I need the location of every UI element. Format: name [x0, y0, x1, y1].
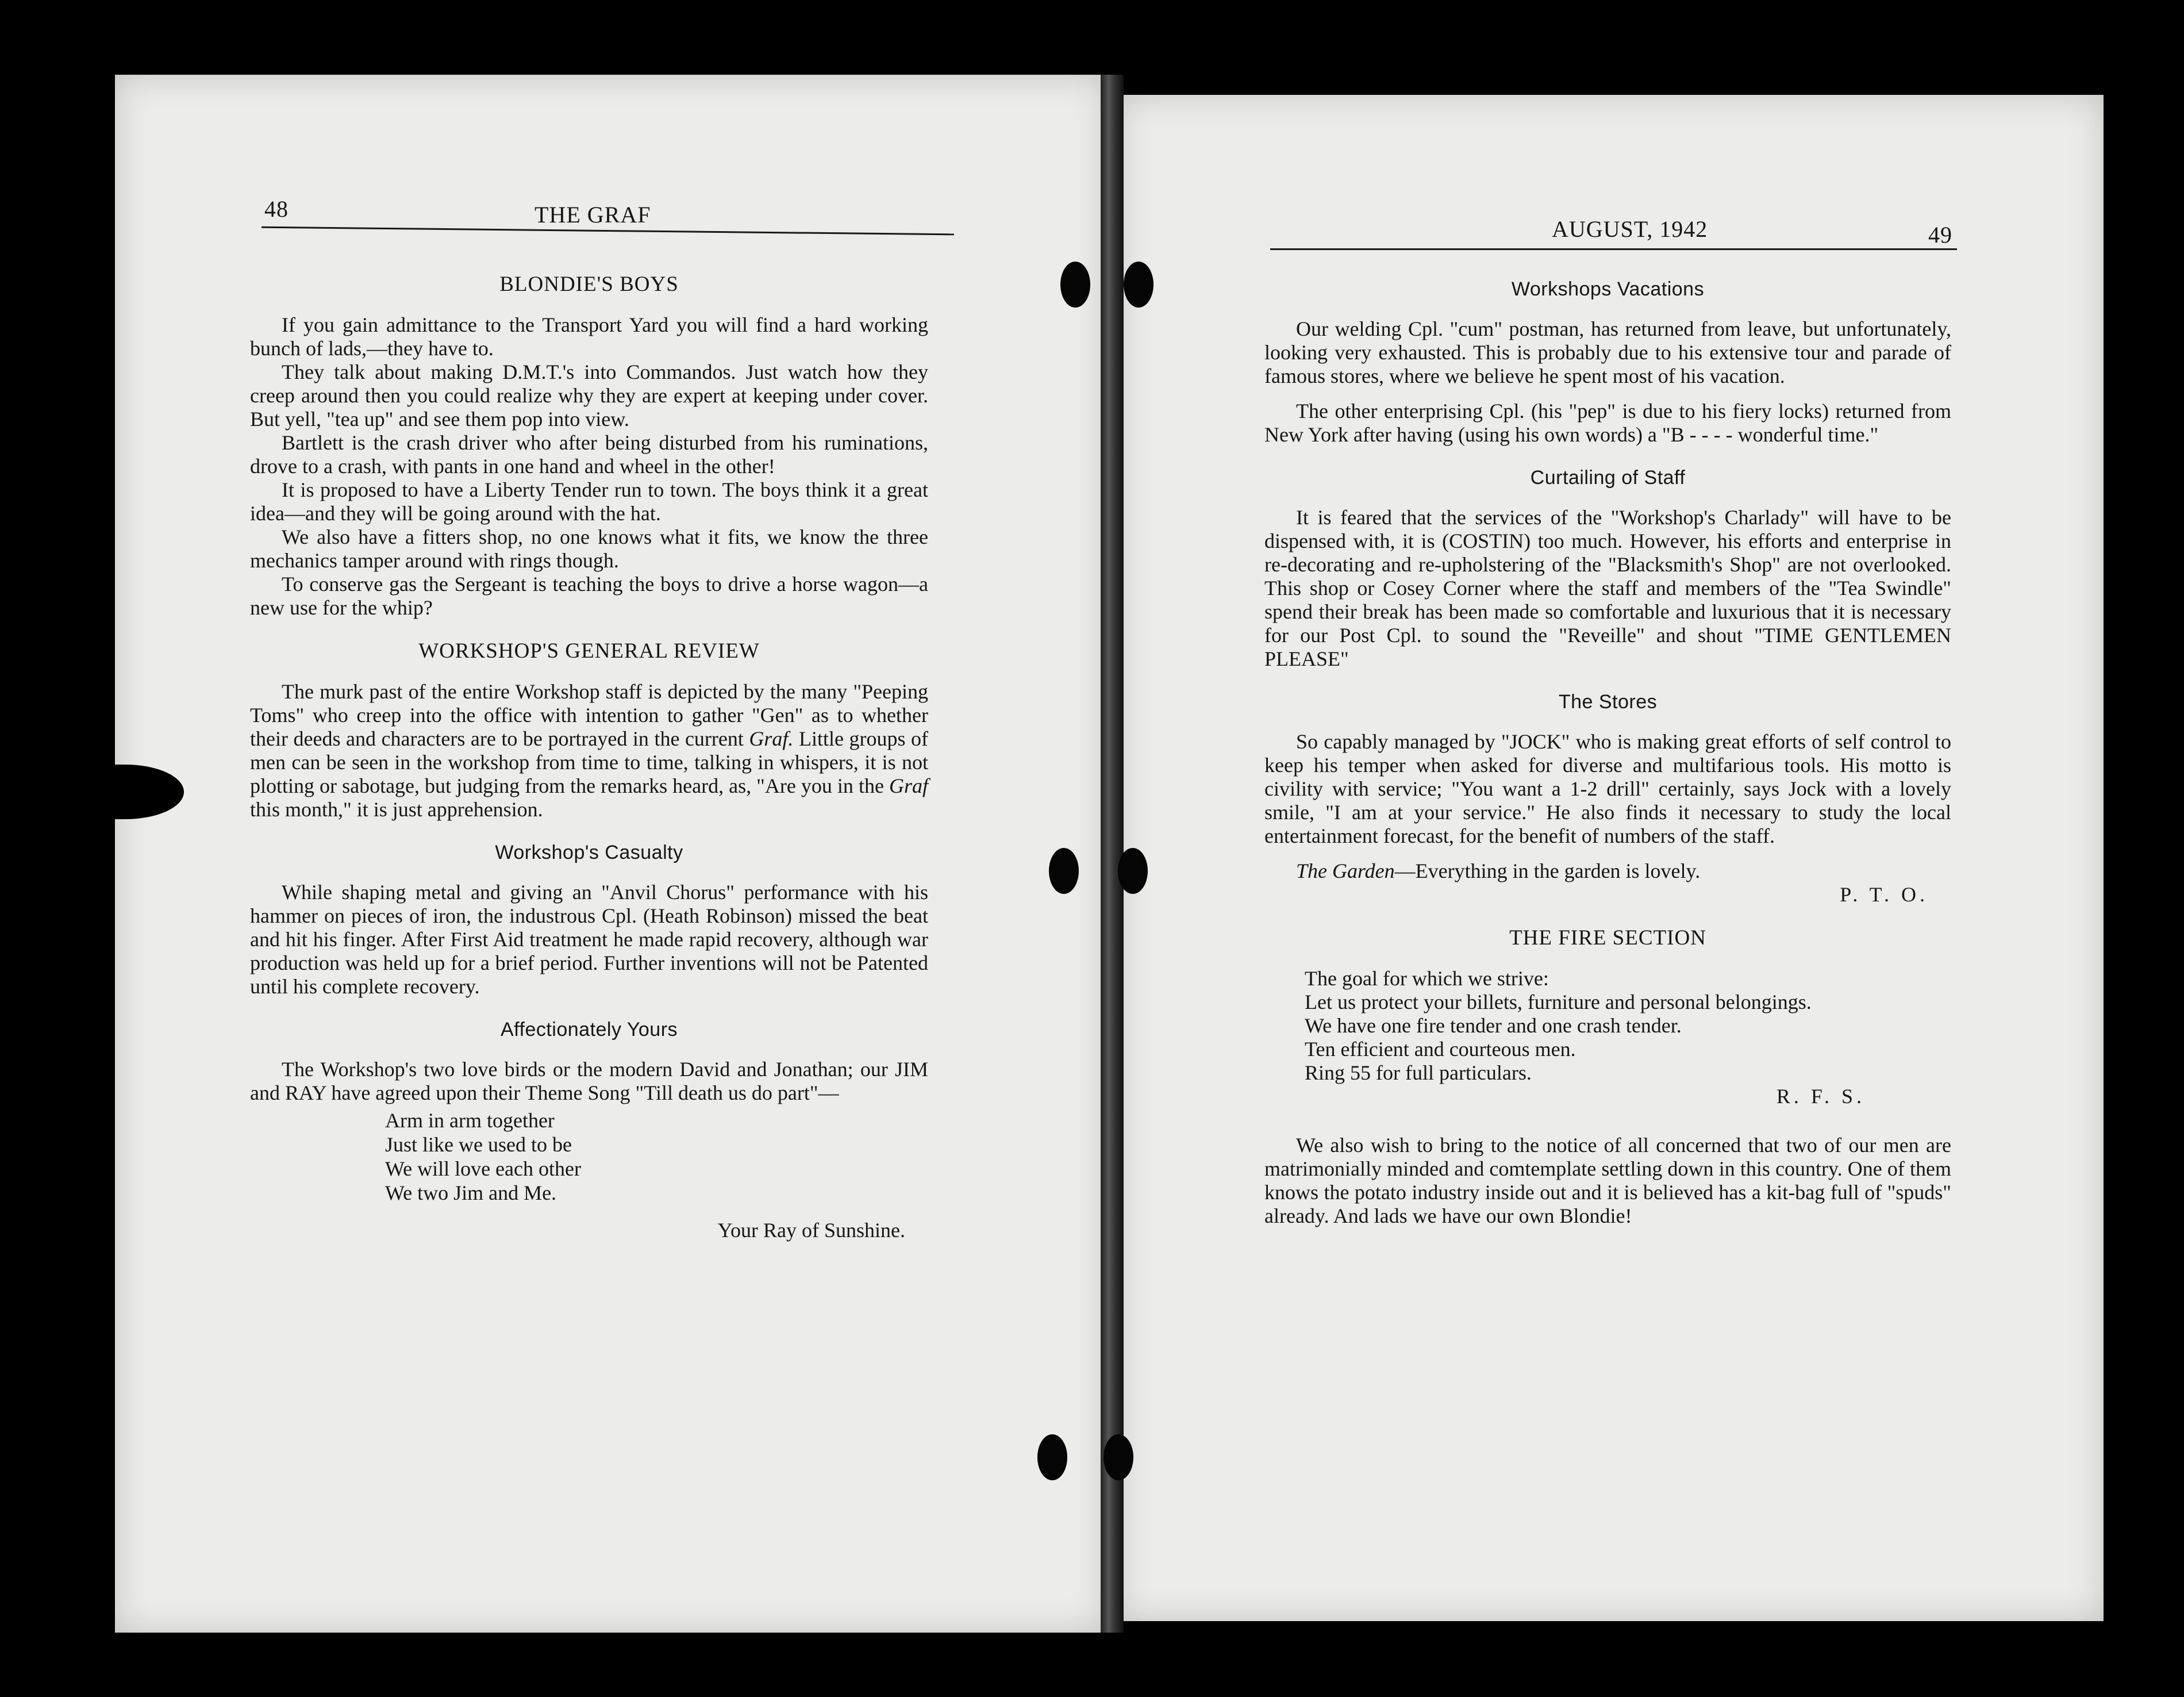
text-run: The murk past of the entire Workshop staff is depicted by the many "Peeping Toms" who creep into the office with intention to gather "Gen" as to whether their deeds and characters are to be portrayed in the current — [250, 680, 928, 750]
paragraph: If you gain admittance to the Transport Yard you will find a hard working bunch of lads,—they have to. — [250, 313, 928, 360]
text-line: Let us protect your billets, furniture and personal belongings. — [1305, 990, 1812, 1013]
paragraph — [1264, 859, 1951, 883]
punch-hole — [1037, 1434, 1067, 1480]
paragraph: While shaping metal and giving an "Anvil Chorus" performance with his hammer on pieces of iron, the industrous Cpl. (Heath Robinson) missed the beat and hit his finger. After First Aid treatment he made rapid recovery, although war production was held up for a brief period. Further inventions will not be Patented until his complete recovery. — [250, 881, 928, 998]
punch-hole — [1118, 848, 1148, 894]
paragraph: Our welding Cpl. "cum" postman, has returned from leave, but unfortunately, looking very exhausted. This is probably due to his extensive tour and parade of famous stores, where we believe he spent most of his vacation. — [1264, 317, 1951, 387]
heading-casualty: Workshop's Casualty — [495, 842, 683, 863]
poem-line: We two Jim and Me. — [385, 1181, 557, 1204]
text-line: We have one fire tender and one crash tender. — [1305, 1014, 1682, 1037]
page-number-right: 49 — [1928, 222, 1952, 248]
paragraph: So capably managed by "JOCK" who is making great efforts of self control to keep his temper when asked for diverse and multifarious tools. His motto is civility with service; "You want a 1-2 drill" certainly, says Jock with a lovely smile, "I am at your service." He also finds it necessary to study the local entertainment forecast, for the benefit of numbers of the staff. — [1264, 730, 1951, 847]
header-rule-right — [1270, 248, 1957, 250]
paragraph — [250, 680, 928, 821]
punch-hole — [1103, 1434, 1133, 1480]
running-title-right: AUGUST, 1942 — [1552, 216, 1708, 242]
poem — [385, 1108, 928, 1205]
heading-fire-section: THE FIRE SECTION — [1509, 926, 1706, 950]
poem-line: We will love each other — [385, 1157, 581, 1180]
heading-general-review: WORKSHOP'S GENERAL REVIEW — [418, 639, 760, 663]
heading-affectionately-yours: Affectionately Yours — [500, 1019, 678, 1041]
italic-title: Graf. — [749, 727, 794, 750]
heading-stores: The Stores — [1558, 691, 1658, 713]
punch-hole — [1049, 848, 1079, 894]
italic-title: Graf — [889, 774, 928, 797]
text-run: Little groups of men can be seen in the workshop from time to time, talking in whispers, it is not plotting or sabotage, but judging from the remarks heard, as, "Are you in the — [250, 727, 928, 797]
punch-hole — [1124, 262, 1153, 308]
page-number-left: 48 — [264, 196, 289, 222]
pto-note: P. T. O. — [1840, 883, 1928, 906]
italic-label: The Garden — [1296, 859, 1395, 882]
text-line: Ring 55 for full particulars. — [1305, 1061, 1532, 1084]
paragraph: It is proposed to have a Liberty Tender run to town. The boys think it a great idea—and they will be going around with the hat. — [250, 478, 928, 525]
text-line: The goal for which we strive: — [1305, 967, 1549, 990]
paragraph: We also wish to bring to the notice of all concerned that two of our men are matrimonially minded and comtemplate settling down in this country. One of them knows the potato industry inside out and it is believed has a kit-bag full of "spuds" already. And lads we have our own Blondie! — [1264, 1134, 1951, 1227]
signature: R. F. S. — [1776, 1085, 1865, 1108]
paragraph: They talk about making D.M.T.'s into Commandos. Just watch how they creep around then you could realize why they are expert at keeping under cover. But yell, "tea up" and see them pop into view. — [250, 360, 928, 431]
heading-blondies-boys: BLONDIE'S BOYS — [499, 272, 679, 296]
heading-curtailing: Curtailing of Staff — [1530, 467, 1686, 489]
paragraph: To conserve gas the Sergeant is teaching the boys to drive a horse wagon—a new use for the whip? — [250, 573, 928, 619]
text-line: Ten efficient and courteous men. — [1305, 1038, 1576, 1061]
right-column — [1264, 262, 1951, 1228]
paragraph: The other enterprising Cpl. (his "pep" is due to his fiery locks) returned from New York after having (using his own words) a "B - - - - wonderful time." — [1264, 400, 1951, 446]
punch-hole — [1060, 262, 1090, 308]
heading-vacations: Workshops Vacations — [1511, 278, 1705, 300]
binding-spine — [1101, 75, 1124, 1633]
text-run: —Everything in the garden is lovely. — [1394, 859, 1701, 882]
paragraph: The Workshop's two love birds or the modern David and Jonathan; our JIM and RAY have agreed upon their Theme Song "Till death us do part"— — [250, 1058, 928, 1104]
paragraph: It is feared that the services of the "Workshop's Charlady" will have to be dispensed with, it is (COSTIN) too much. However, his efforts and enterprise in re-decorating and re-upholstering of the "Blacksmith's Shop" are not overlooked. This shop or Cosey Corner where the staff and members of the "Tea Swindle" spend their break has been made so comfortable and luxurious that it is necessary for our Post Cpl. to sound the "Reveille" and shout "TIME GENTLEMEN PLEASE" — [1264, 506, 1951, 670]
paragraph: Bartlett is the crash driver who after being disturbed from his ruminations, drove to a crash, with pants in one hand and wheel in the other! — [250, 431, 928, 478]
running-title-left: THE GRAF — [535, 202, 651, 228]
text-run: this month," it is just apprehension. — [250, 798, 543, 821]
left-column — [250, 253, 928, 1242]
signature: Your Ray of Sunshine. — [717, 1219, 905, 1242]
poem-line: Arm in arm together — [385, 1109, 555, 1132]
fire-lines — [1264, 967, 1951, 1085]
paragraph: We also have a fitters shop, no one knows what it fits, we know the three mechanics tamper around with rings though. — [250, 525, 928, 572]
poem-line: Just like we used to be — [385, 1133, 572, 1156]
